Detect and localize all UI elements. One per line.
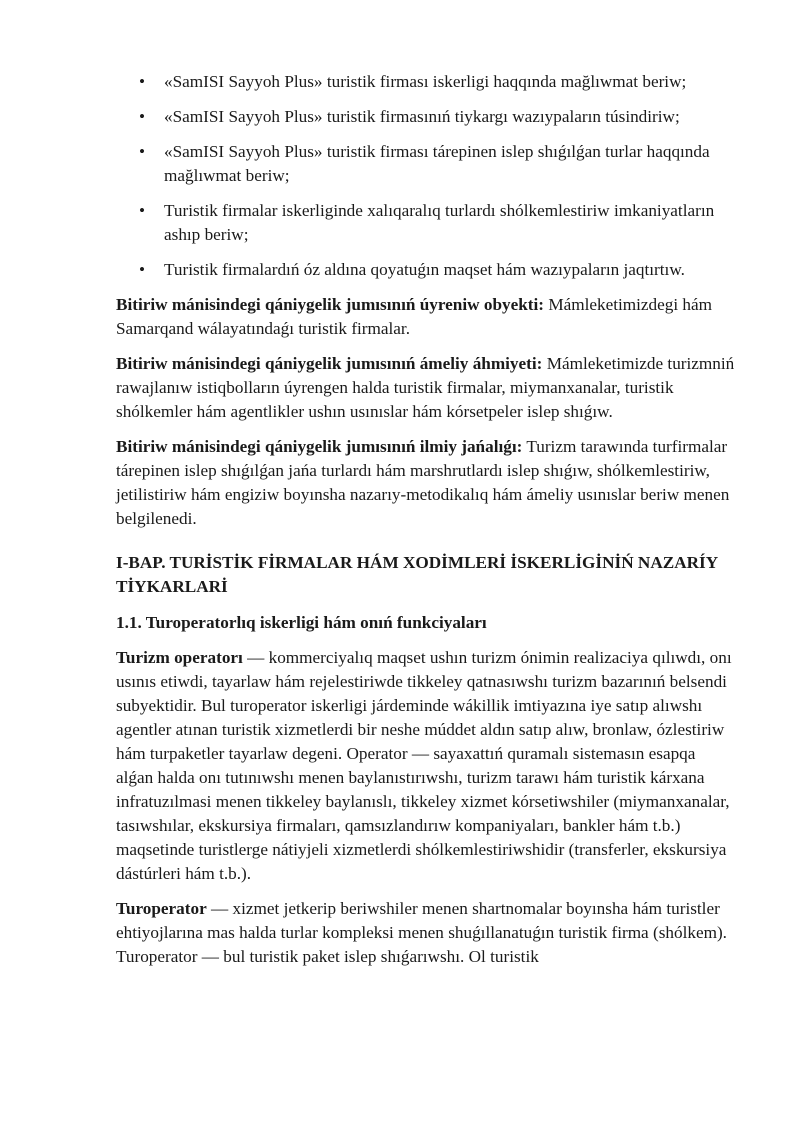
paragraph-text: Turizm tarawında turfirmalar tárepinen islep shıǵılǵan jańa turlardı hám marshrutlardı islep shıǵıw, shólkemlestiriw, jetilistiriw hám engiziw boyınsha nazarıy-metodikalıq hám ámeliy usınıslar beriw menen belgilenedi. <box>116 437 730 528</box>
list-item <box>116 199 736 247</box>
list-item-text: Turistik firmalardıń óz aldına qoyatuǵın maqset hám wazıypaların jaqtırtıw. <box>164 260 685 279</box>
turoperator-definition-paragraph <box>116 897 736 969</box>
list-item-text: «SamISI Sayyoh Plus» turistik firmasınıń tiykargı wazıypaların túsindiriw; <box>164 107 680 126</box>
paragraph-label: Bitiriw mánisindegi qániygelik jumısınıń ámeliy áhmiyeti: <box>116 354 543 373</box>
definition-text: — kommerciyalıq maqset ushın turizm ónimin realizaciya qılıwdı, onı usınıs etiwdi, tayarlaw hám rejelestiriwde tikkeley qatnasıwshı turizm bazarınıń belsendi subyektidir. Bul turoperator iskerligi járdeminde wákillik imtiyazına iye satıp alıwshı agentler atınan turistik xizmetlerdi bir neshe múddet aldın satıp alıw, bronlaw, ózlestiriw hám turpaketler tayarlaw degeni. Operator — sayaxattıń quramalı sistemasın esapqa alǵan halda onı tutınıwshı menen baylanıstırıwshı, turizm tarawı hám turistik kárxana infratuzılmasi menen tikkeley baylanıslı, tikkeley xizmet kórsetiwshiler (miymanxanalar, tasıwshılar, ekskursiya firmaları, qamsızlandırıw kompaniyaları, bankler hám t.b.) maqsetinde turistlerge nátiyjeli xizmetlerdi shólkemlestiriwshidir (transferler, ekskursiya dástúrleri hám t.b.). <box>116 648 732 883</box>
list-item-text: «SamISI Sayyoh Plus» turistik firması tárepinen islep shıǵılǵan turlar haqqında mağlıwmat beriw; <box>164 142 710 185</box>
scientific-novelty-paragraph <box>116 435 736 531</box>
list-item <box>116 105 736 129</box>
list-item <box>116 258 736 282</box>
practical-significance-paragraph <box>116 352 736 424</box>
term: Turoperator <box>116 899 207 918</box>
bullet-icon: • <box>139 201 146 220</box>
bullet-icon: • <box>139 260 146 279</box>
list-item-text: Turistik firmalar iskerliginde xalıqaralıq turlardı shólkemlestiriw imkaniyatların ashıp beriw; <box>164 201 715 244</box>
chapter-title: I-BAP. TURİSTİK FİRMALAR HÁM XODİMLERİ İSKERLİGİNİŃ NAZARÍY TİYKARLARİ <box>116 553 718 596</box>
section-title: 1.1. Turoperatorlıq iskerligi hám onıń funkciyaları <box>116 613 487 632</box>
paragraph-text: Mámleketimizde turizmniń rawajlanıw istiqbolların úyrengen halda turistik firmalar, miymanxanalar, turistik shólkemler hám agentlikler ushın usınıslar hám kórsetpeler islep shıǵıw. <box>116 354 735 421</box>
paragraph-label: Bitiriw mánisindegi qániygelik jumısınıń ilmiy jańalıǵı: <box>116 437 523 456</box>
definition-text: — xizmet jetkerip beriwshiler menen shartnomalar boyınsha hám turistler ehtiyojlarına mas halda turlar kompleksi menen shuǵıllanatuǵın turistik firma (shólkem). Turoperator — bul turistik paket islep shıǵarıwshı. Ol turistik <box>116 899 727 966</box>
list-item <box>116 140 736 188</box>
bullet-icon: • <box>139 142 146 161</box>
tour-operator-definition-paragraph <box>116 646 736 886</box>
research-object-paragraph <box>116 293 736 341</box>
list-item-text: «SamISI Sayyoh Plus» turistik firması iskerligi haqqında mağlıwmat beriw; <box>164 72 687 91</box>
paragraph-label: Bitiriw mánisindegi qániygelik jumısınıń úyreniw obyekti: <box>116 295 545 314</box>
bullet-icon: • <box>139 107 146 126</box>
objectives-list <box>116 70 736 282</box>
document-page <box>116 70 736 980</box>
term: Turizm operatorı <box>116 648 243 667</box>
list-item <box>116 70 736 94</box>
bullet-icon: • <box>139 72 146 91</box>
paragraph-text: Mámleketimizdegi hám Samarqand wálayatındaǵı turistik firmalar. <box>116 295 713 338</box>
